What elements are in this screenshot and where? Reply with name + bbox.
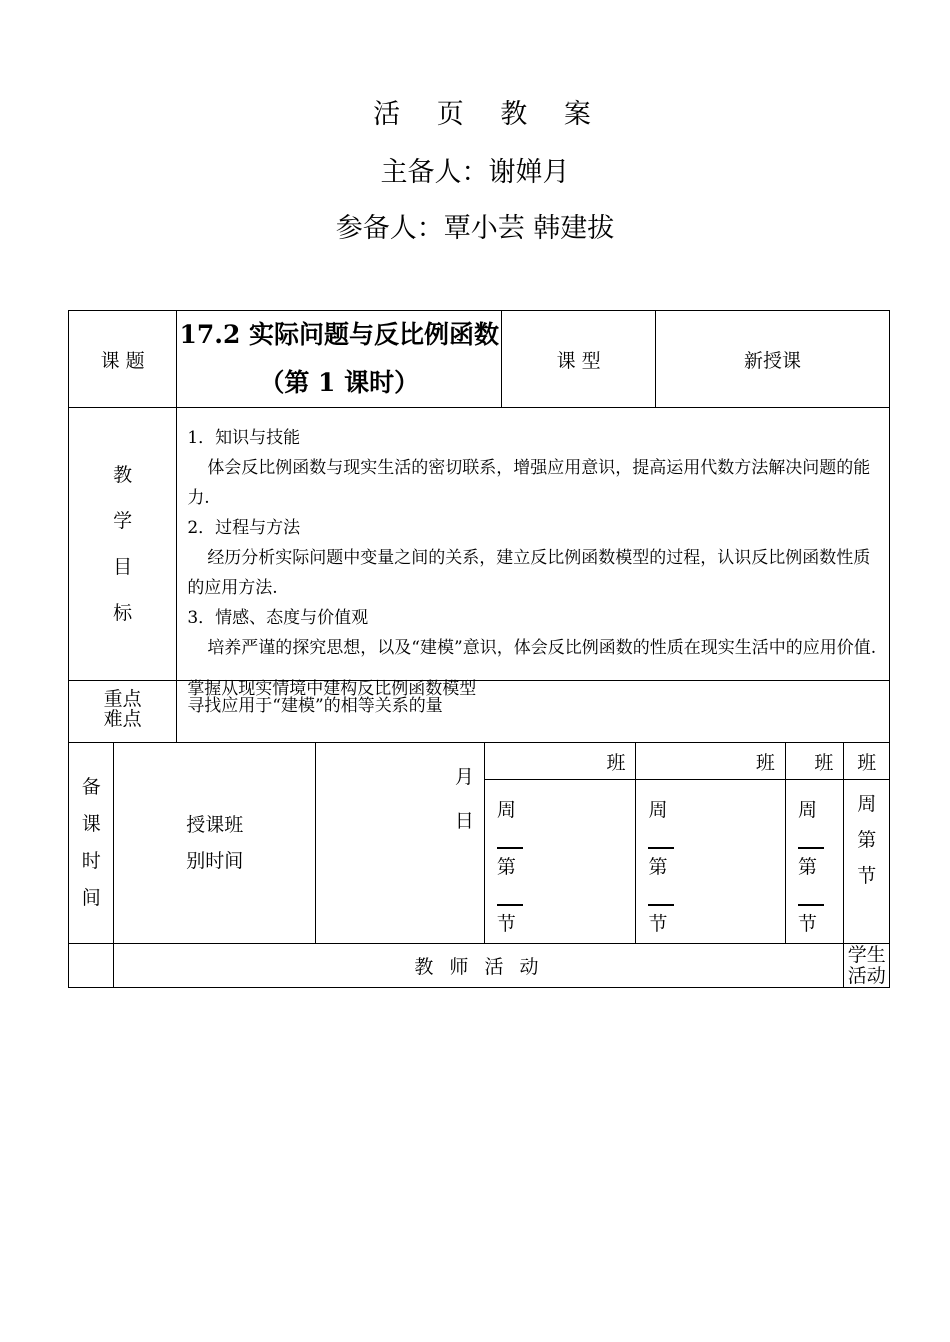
- schedule-label: [69, 743, 114, 944]
- objectives-label: [69, 408, 177, 681]
- period-blank[interactable]: [798, 886, 824, 906]
- objectives-content: [177, 408, 890, 681]
- objective-text: 培养严谨的探究思想，以及“建模”意识，体会反比例函数的性质在现实生活中的应用价值.: [207, 638, 877, 658]
- period-suffix: 节: [648, 913, 668, 935]
- objective-heading: 1．知识与技能: [187, 428, 301, 448]
- co-preparers: 参备人：覃小芸 韩建拔: [335, 213, 615, 244]
- student-activities-line: 学生: [847, 943, 886, 966]
- key-points-label-line: 重点: [103, 688, 142, 710]
- period-prefix: 第: [797, 856, 817, 878]
- objective-text: 经历分析实际问题中变量之间的关系，建立反比例函数模型的过程，认识反比例函数性质的应用方法.: [187, 548, 871, 598]
- lesson-type-label: 课 型: [502, 311, 656, 408]
- week-blank[interactable]: [648, 829, 674, 849]
- student-activities-line: 活动: [847, 964, 886, 987]
- lead-preparer: 主备人：谢婵月: [380, 157, 570, 188]
- schedule-label-char: 课: [81, 813, 101, 835]
- period-prefix: 第: [648, 856, 668, 878]
- class-time-line: 别时间: [186, 850, 244, 872]
- objectives-row: [69, 408, 890, 681]
- narrow-char: 节: [857, 865, 877, 887]
- month-label: 月: [454, 766, 474, 788]
- key-point: 掌握从现实情境中建构反比例函数模型: [187, 679, 477, 699]
- objectives-label-char: 标: [113, 602, 133, 624]
- objectives-label-char: 目: [113, 556, 133, 578]
- class-time-line: 授课班: [186, 814, 244, 836]
- student-activities-header: [844, 944, 890, 988]
- month-day-cell: [315, 743, 484, 944]
- document-title: 活 页 教 案: [373, 99, 605, 130]
- objectives-label-char: 学: [113, 510, 133, 532]
- teacher-activities-header: 教 师 活 动: [114, 944, 844, 988]
- schedule-header-row: [69, 743, 890, 780]
- narrow-char: 第: [857, 829, 877, 851]
- week-label: 周: [648, 799, 668, 821]
- week-blank[interactable]: [497, 829, 523, 849]
- key-points-label-line: 难点: [103, 708, 142, 730]
- objectives-label-char: 教: [113, 464, 133, 486]
- lesson-type-value: 新授课: [655, 311, 889, 408]
- class-header: 班: [844, 743, 890, 780]
- objective-heading: 3．情感、态度与价值观: [187, 608, 369, 628]
- lesson-plan-table: [68, 310, 890, 988]
- day-label: 日: [454, 810, 474, 832]
- week-label: 周: [496, 799, 516, 821]
- week-blank[interactable]: [798, 829, 824, 849]
- class-header: 班: [484, 743, 636, 780]
- topic-cell: [177, 311, 502, 408]
- objective-text: 体会反比例函数与现实生活的密切联系，增强应用意识，提高运用代数方法解决问题的能力.: [187, 458, 871, 508]
- class-header: 班: [785, 743, 843, 780]
- topic-line-1: 17.2 实际问题与反比例函数: [179, 320, 500, 349]
- time-slot: [484, 780, 636, 944]
- period-blank[interactable]: [497, 886, 523, 906]
- period-blank[interactable]: [648, 886, 674, 906]
- time-slot: [636, 780, 785, 944]
- period-prefix: 第: [496, 856, 516, 878]
- schedule-label-char: 间: [81, 887, 101, 909]
- class-time-label: [114, 743, 315, 944]
- key-point: 寻找应用于“建模”的相等关系的量: [187, 696, 443, 716]
- time-slot-narrow: [844, 780, 890, 944]
- period-suffix: 节: [797, 913, 817, 935]
- schedule-label-char: 时: [81, 850, 101, 872]
- narrow-char: 周: [857, 793, 877, 815]
- time-slot: [785, 780, 843, 944]
- key-points-label: [69, 681, 177, 743]
- activities-blank-cell: [69, 944, 114, 988]
- key-points-row: [69, 681, 890, 743]
- schedule-label-char: 备: [81, 776, 101, 798]
- activities-row: [69, 944, 890, 988]
- period-suffix: 节: [496, 913, 516, 935]
- topic-row: [69, 311, 890, 408]
- key-points-content: [177, 681, 890, 743]
- week-label: 周: [797, 799, 817, 821]
- topic-label: 课 题: [69, 311, 177, 408]
- topic-line-2: （第 1 课时）: [259, 368, 420, 397]
- objective-heading: 2．过程与方法: [187, 518, 301, 538]
- class-header: 班: [636, 743, 785, 780]
